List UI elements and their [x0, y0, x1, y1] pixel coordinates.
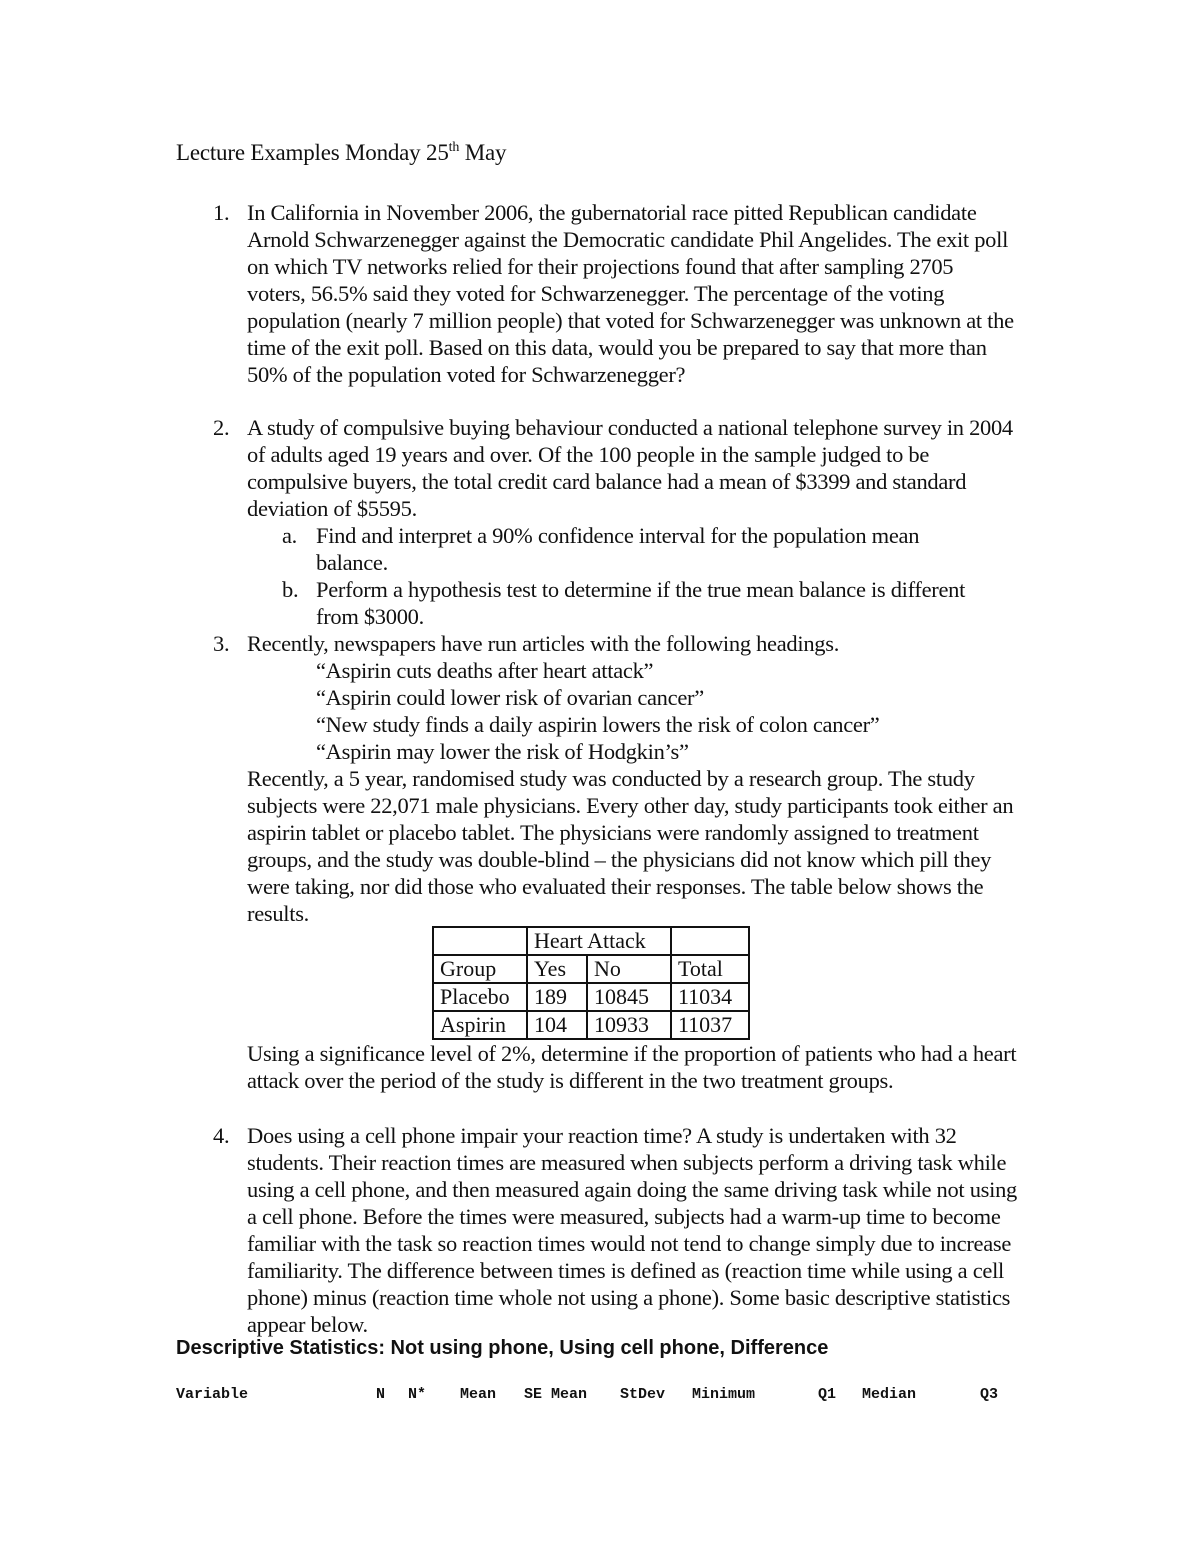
column-header: N: [376, 1386, 386, 1403]
table-cell: [671, 927, 749, 955]
question-number: 3.: [213, 631, 230, 656]
descriptive-statistics-header: [176, 1386, 1016, 1406]
page-title: Lecture Examples Monday 25th May: [176, 140, 507, 165]
table-cell: 10933: [587, 1011, 671, 1039]
question-text: In California in November 2006, the gubernatorial race pitted Republican candidate Arnold Schwarzenegger against the Democratic candidate Phil Angelides. The exit poll on which TV networks relied for their projections found that after sampling 2705 voters, 56.5% said they voted for Schwarzenegger. The percentage of the voting population (nearly 7 million people) that voted for Schwarzenegger was unknown at the time of the exit poll. Based on this data, would you be prepared to say that more than 50% of the population voted for Schwarzenegger?: [247, 200, 1014, 387]
question-text: A study of compulsive buying behaviour conducted a national telephone survey in 2004 of adults aged 19 years and over. Of the 100 people in the sample judged to be compulsive buyers, the total credit card balance had a mean of $3399 and standard deviation of $5595.: [247, 415, 1013, 521]
table-cell: [433, 927, 527, 955]
table-cell: Placebo: [433, 983, 527, 1011]
headline: “Aspirin cuts deaths after heart attack”: [316, 658, 654, 683]
part-text: Perform a hypothesis test to determine if the true mean balance is different from $3000.: [316, 577, 966, 629]
question-number: 4.: [213, 1123, 230, 1148]
results-table: [432, 926, 750, 1040]
table-cell: 11034: [671, 983, 749, 1011]
headline: “Aspirin could lower risk of ovarian cancer”: [316, 685, 704, 710]
table-header-cell: No: [587, 955, 671, 983]
column-header: N*: [408, 1386, 427, 1403]
table-header-cell: Group: [433, 955, 527, 983]
table-header-top-row: [433, 927, 749, 955]
column-header: Q1: [818, 1386, 837, 1403]
question-1: [213, 199, 1017, 388]
table-cell: Aspirin: [433, 1011, 527, 1039]
task-text: Using a significance level of 2%, determine if the proportion of patients who had a heart attack over the period of the study is different in the two treatment groups.: [247, 1041, 1017, 1093]
question-2: [213, 414, 1017, 522]
headline-list: [316, 657, 879, 765]
column-header: SE Mean: [524, 1386, 588, 1403]
question-3-study-description: [247, 765, 1017, 927]
part-label: b.: [282, 577, 299, 602]
question-text: Does using a cell phone impair your reaction time? A study is undertaken with 32 students. Their reaction times are measured when subjects perform a driving task while using a cell phone, and then measured again doing the same driving task while not using a cell phone. Before the times were measured, subjects had a warm-up time to become familiar with the task so reaction times would not tend to change simply due to increase familiarity. The difference between times is defined as (reaction time while using a cell phone) minus (reaction time whole not using a phone). Some basic descriptive statistics appear below.: [247, 1123, 1017, 1337]
part-label: a.: [282, 523, 298, 548]
question-text: Recently, newspapers have run articles with the following headings.: [247, 631, 840, 656]
column-header: StDev: [620, 1386, 666, 1403]
column-header: Minimum: [692, 1386, 756, 1403]
table-header-heart-attack: Heart Attack: [527, 927, 671, 955]
table-cell: 11037: [671, 1011, 749, 1039]
study-text: Recently, a 5 year, randomised study was conducted by a research group. The study subjects were 22,071 male physicians. Every other day, study participants took either an aspirin tablet or placebo tablet. The physicians were randomly assigned to treatment groups, and the study was double-blind – the physicians did not know which pill they were taking, nor did those who evaluated their responses. The table below shows the results.: [247, 766, 1014, 926]
table-cell: 10845: [587, 983, 671, 1011]
question-number: 1.: [213, 200, 230, 225]
table-row: [433, 983, 749, 1011]
column-header: Variable: [176, 1386, 249, 1403]
question-number: 2.: [213, 415, 230, 440]
question-4: [213, 1122, 1017, 1338]
table-header-row: [433, 955, 749, 983]
column-header: Mean: [460, 1386, 497, 1403]
table-cell: 189: [527, 983, 587, 1011]
headline: “Aspirin may lower the risk of Hodgkin’s”: [316, 739, 689, 764]
question-3-task: [247, 1040, 1017, 1094]
question-2a: [282, 522, 976, 576]
descriptive-statistics-title: Descriptive Statistics: Not using phone, Using cell phone, Difference: [176, 1337, 829, 1359]
headline: “New study finds a daily aspirin lowers the risk of colon cancer”: [316, 712, 880, 737]
question-3: [213, 630, 1017, 657]
table-cell: 104: [527, 1011, 587, 1039]
table-header-cell: Total: [671, 955, 749, 983]
question-2b: [282, 576, 976, 630]
column-header: Q3: [980, 1386, 999, 1403]
table-header-cell: Yes: [527, 955, 587, 983]
part-text: Find and interpret a 90% confidence interval for the population mean balance.: [316, 523, 920, 575]
column-header: Median: [862, 1386, 917, 1403]
table-row: [433, 1011, 749, 1039]
